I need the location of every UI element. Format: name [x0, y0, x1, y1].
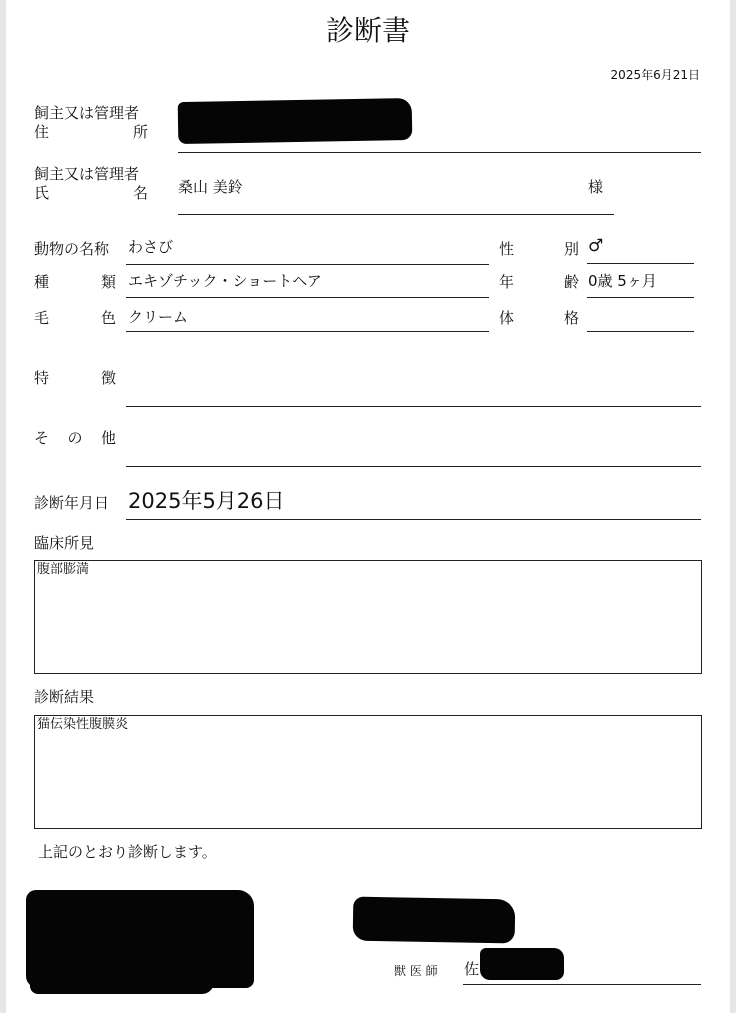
breed-label-char-2: 類 — [100, 273, 116, 291]
address-label-char-2: 所 — [132, 123, 148, 141]
color-label-char-2: 色 — [100, 309, 116, 327]
diagnosis-result-box — [34, 715, 702, 829]
color-underline — [126, 331, 489, 332]
other-label-char-2: の — [67, 429, 83, 447]
diagnosis-result-text: 猫伝染性腹膜炎 — [37, 717, 129, 732]
redacted-clinic-name — [353, 897, 516, 944]
sex-underline — [587, 263, 694, 264]
sex-label-char-1: 性 — [499, 240, 515, 258]
owner-address-label-line1: 飼主又は管理者 — [34, 104, 140, 122]
other-label-char-3: 他 — [100, 429, 116, 447]
age-label-char-1: 年 — [499, 273, 515, 291]
clinical-findings-label: 臨床所見 — [34, 534, 95, 552]
closing-statement: 上記のとおり診断します。 — [38, 843, 217, 861]
redacted-address — [178, 98, 413, 144]
build-label-char-2: 格 — [563, 309, 579, 327]
features-label-char-1: 特 — [34, 369, 50, 387]
address-label-char-1: 住 — [34, 123, 50, 141]
issue-date: 2025年6月21日 — [610, 68, 700, 82]
veterinarian-name: 佐 — [464, 960, 480, 978]
sex-label — [499, 240, 579, 258]
other-label-char-1: そ — [34, 429, 50, 447]
clinical-findings-text: 腹部膨満 — [37, 562, 90, 577]
sex-label-char-2: 別 — [563, 240, 579, 258]
diagnosis-date-underline — [126, 519, 701, 520]
owner-name-label-line1: 飼主又は管理者 — [34, 165, 140, 183]
clinical-findings-box — [34, 560, 702, 674]
color-label-char-1: 毛 — [34, 309, 50, 327]
honorific: 様 — [588, 178, 604, 196]
name-label-char-1: 氏 — [34, 184, 50, 202]
animal-name-value: わさび — [128, 238, 174, 256]
features-label — [34, 369, 116, 387]
owner-address-label-line2 — [34, 123, 148, 141]
diagnosis-date-label: 診断年月日 — [34, 494, 110, 512]
certificate-page — [6, 0, 730, 1013]
color-value: クリーム — [128, 308, 189, 326]
veterinarian-label: 獣 医 師 — [394, 964, 438, 978]
breed-label-char-1: 種 — [34, 273, 50, 291]
address-underline — [178, 152, 701, 153]
owner-name-value: 桑山 美鈴 — [178, 178, 243, 196]
features-underline — [126, 406, 701, 407]
redacted-clinic-info-bottom — [30, 968, 214, 994]
build-label — [499, 309, 579, 327]
features-label-char-2: 徴 — [100, 369, 116, 387]
breed-label — [34, 273, 116, 291]
document-title: 診断書 — [325, 14, 410, 47]
diagnosis-result-label: 診断結果 — [34, 688, 95, 706]
other-underline — [126, 466, 701, 467]
sex-value: ♂ — [588, 236, 604, 256]
animal-name-underline — [126, 264, 489, 265]
build-underline — [587, 331, 694, 332]
age-label-char-2: 齢 — [563, 273, 579, 291]
diagnosis-date-value: 2025年5月26日 — [128, 489, 285, 513]
breed-value: エキゾチック・ショートヘア — [128, 272, 322, 290]
owner-name-underline — [178, 214, 614, 215]
redacted-veterinarian-name — [480, 948, 564, 980]
build-label-char-1: 体 — [499, 309, 515, 327]
animal-name-label: 動物の名称 — [34, 240, 110, 258]
age-value: 0歳 5ヶ月 — [588, 272, 657, 290]
veterinarian-underline — [463, 984, 701, 985]
owner-name-label-line2 — [34, 184, 148, 202]
age-underline — [587, 297, 694, 298]
color-label — [34, 309, 116, 327]
name-label-char-2: 名 — [132, 184, 148, 202]
other-label — [34, 429, 116, 447]
age-label — [499, 273, 579, 291]
breed-underline — [126, 297, 489, 298]
